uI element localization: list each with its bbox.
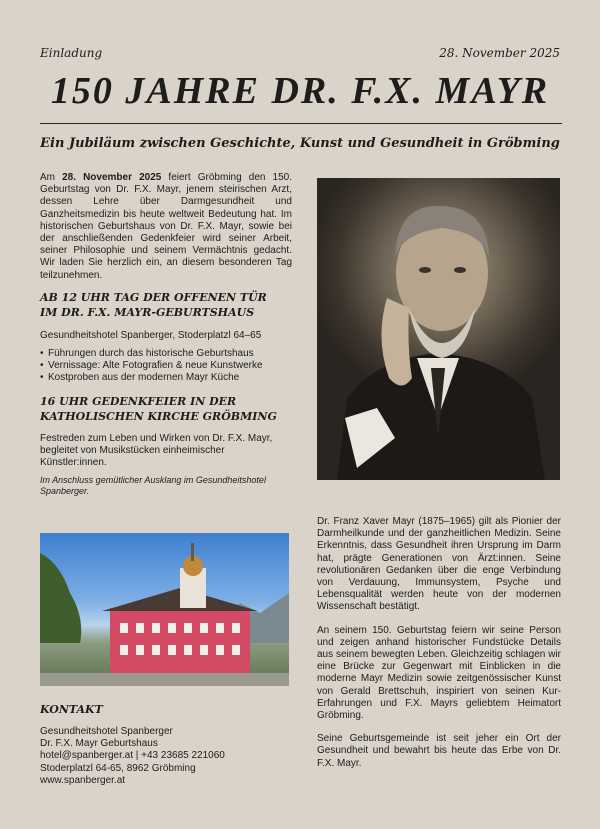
- portrait-illustration: [317, 178, 560, 480]
- list-item: • Führungen durch das historische Geburtshaus: [40, 348, 292, 360]
- intro-paragraph: Am 28. November 2025 feiert Gröbming den 150. Geburtstag von Dr. F.X. Mayr, jenem steirischen Arzt, dessen Lehre über Darmgesundheit und Ganzheitsmedizin bis heute weltweit Bedeutung hat. Im historischen Geburtshaus von Dr. F.X. Mayr, sowie bei der anschließenden Gedenkfeier wird seiner Arbeit, seiner Philosophie und seinem Vermächtnis gedacht. Wir laden Sie herzlich ein, an diesem besonderen Tag teilzunehmen.: [40, 172, 292, 281]
- portrait-photo: [317, 178, 560, 480]
- closing-note: Im Anschluss gemütlicher Ausklang im Gesundheitshotel Spanberger.: [40, 475, 266, 497]
- contact-block: [40, 726, 225, 787]
- hotel-illustration: [40, 533, 289, 686]
- contact-email-phone[interactable]: hotel@spanberger.at | +43 23685 221060: [40, 750, 225, 762]
- page-subtitle: Ein Jubiläum zwischen Geschichte, Kunst und Gesundheit in Gröbming: [40, 136, 560, 151]
- memorial-text: Festreden zum Leben und Wirken von Dr. F.X. Mayr, begleitet von Musikstücken einheimischer Künstler:innen.: [40, 432, 273, 469]
- event-date: 28. November 2025: [439, 46, 560, 60]
- list-item: • Kostproben aus der modernen Mayr Küche: [40, 372, 292, 384]
- bio-paragraph: An seinem 150. Geburtstag feiern wir seine Person und zeigen anhand historischer Fundstücke Details aus seinem bewegten Leben. Gleichzeitig schlagen wir eine Brücke zur Gegenwart mit Einblicken in die moderne Mayr Medizin sowie zeitgenössischer Kunst von Gerald Brettschuh, inspiriert von seinen Kur-Erfahrungen und F.X. Mayrs geliebtem Heimatort Gröbming.: [317, 624, 561, 722]
- contact-heading: KONTAKT: [40, 703, 103, 716]
- title-divider: [40, 123, 562, 124]
- contact-line: Stoderplatzl 64-65, 8962 Gröbming: [40, 762, 196, 774]
- contact-line: Gesundheitshotel Spanberger: [40, 726, 173, 737]
- contact-website-link[interactable]: www.spanberger.at: [40, 774, 126, 786]
- contact-line: Dr. F.X. Mayr Geburtshaus: [40, 738, 158, 750]
- list-item: • Vernissage: Alte Fotografien & neue Kunstwerke: [40, 360, 292, 372]
- right-column: [317, 516, 561, 781]
- page-title: 150 JAHRE DR. F.X. MAYR: [50, 70, 550, 112]
- memorial-heading: 16 UHR GEDENKFEIER IN DER KATHOLISCHEN KIRCHE GRÖBMING: [40, 394, 277, 423]
- program-list: [40, 348, 292, 385]
- left-column: [40, 172, 292, 497]
- bio-paragraph: Seine Geburtsgemeinde ist seit jeher ein Ort der Gesundheit und bewahrt bis heute das Erbe von Dr. F.X. Mayr.: [317, 733, 561, 769]
- bio-paragraph: Dr. Franz Xaver Mayr (1875–1965) gilt als Pionier der Darmheilkunde und der ganzheitlichen Medizin. Seine Erkenntnis, dass Gesundheit ihren Ursprung im Darm hat, prägte Generationen von Ärzt:innen. Seine revolutionären Gedanken über die enge Verbindung von Verdauung, Immunsystem, Psyche und Lebensqualität werden heute von der modernen Wissenschaft bestätigt.: [317, 516, 561, 613]
- hotel-photo: [40, 533, 289, 686]
- invitation-label: Einladung: [40, 46, 103, 60]
- intro-date: 28. November 2025: [62, 172, 162, 183]
- open-house-address: Gesundheitshotel Spanberger, Stoderplatzl 64–65: [40, 329, 262, 341]
- open-house-heading: AB 12 UHR TAG DER OFFENEN TÜR IM DR. F.X. MAYR-GEBURTSHAUS: [40, 290, 267, 319]
